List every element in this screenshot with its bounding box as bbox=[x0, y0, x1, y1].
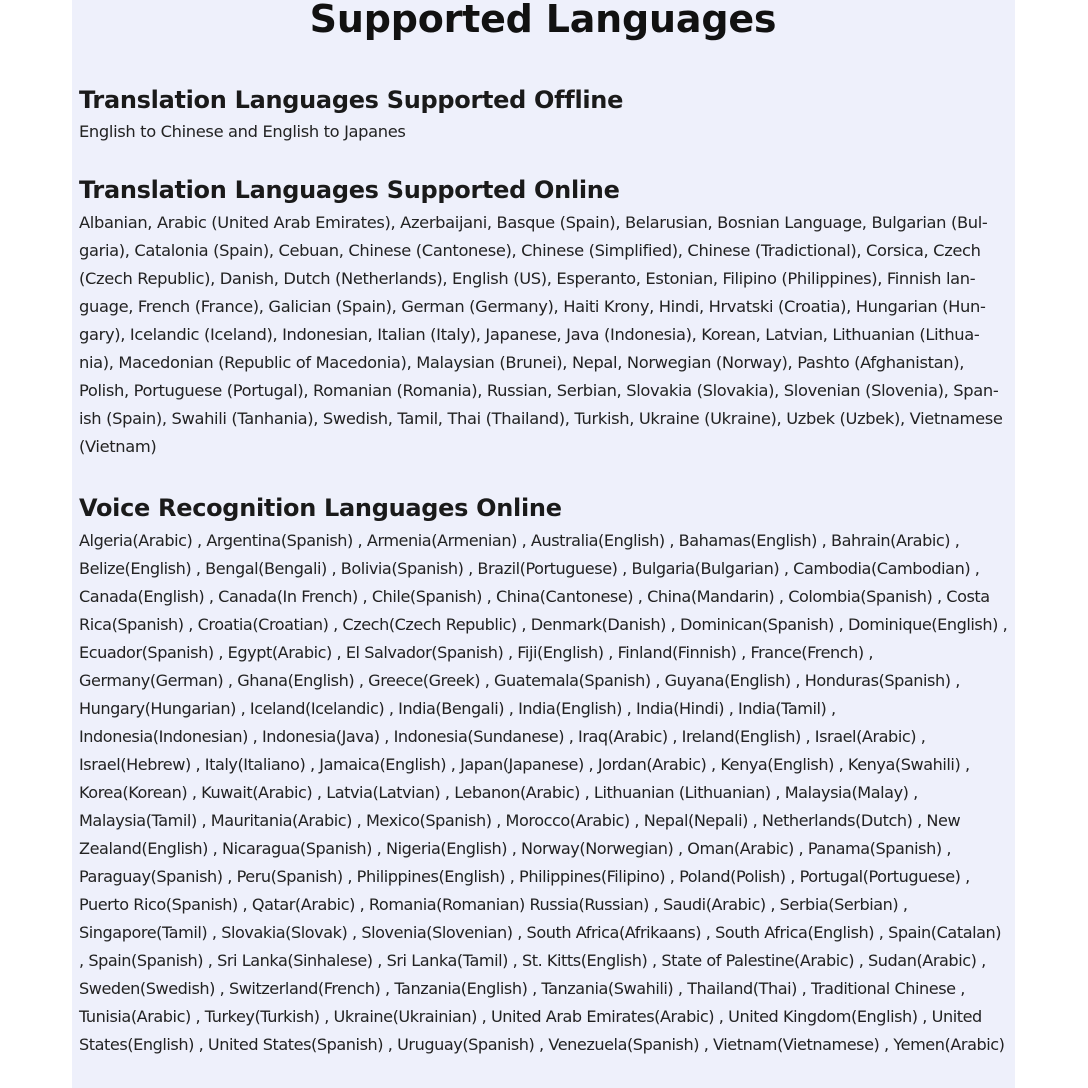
online-translation-section bbox=[79, 175, 1007, 461]
page-title: Supported Languages bbox=[309, 0, 777, 41]
content-panel bbox=[72, 0, 1015, 1088]
voice-recognition-heading: Voice Recognition Languages Online bbox=[79, 494, 562, 522]
voice-recognition-text: Algeria(Arabic) , Argentina(Spanish) , Armenia(Armenian) , Australia(English) , Bahamas(English) , Bahrain(Arabic) , Belize(English) , Bengal(Bengali) , Bolivia(Spanish) , Brazil(Portuguese) , Bulgaria(Bulgarian) , Cambodia(Cambodian) , Canada(English) , Canada(In French) , Chile(Spanish) , China(Cantonese) , China(Mandarin) , Colombia(Spanish) , Costa Rica(Spanish) , Croatia(Croatian) , Czech(Czech Republic) , Denmark(Danish) , Dominican(Spanish) , Dominique(English) , Ecuador(Spanish) , Egypt(Arabic) , El Salvador(Spanish) , Fiji(English) , Finland(Finnish) , France(French) , Germany(German) , Ghana(English) , Greece(Greek) , Guatemala(Spanish) , Guyana(English) , Honduras(Spanish) , Hungary(Hungarian) , Iceland(Icelandic) , India(Bengali) , India(English) , India(Hindi) , India(Tamil) , Indonesia(Indonesian) , Indonesia(Java) , Indonesia(Sundanese) , Iraq(Arabic) , Ireland(English) , Israel(Arabic) , Israel(Hebrew) , Italy(Italiano) , Jamaica(English) , Japan(Japanese) , Jordan(Arabic) , Kenya(English) , Kenya(Swahili) , Korea(Korean) , Kuwait(Arabic) , Latvia(Latvian) , Lebanon(Arabic) , Lithuanian (Lithuanian) , Malaysia(Malay) , Malaysia(Tamil) , Mauritania(Arabic) , Mexico(Spanish) , Morocco(Arabic) , Nepal(Nepali) , Netherlands(Dutch) , New Zealand(English) , Nicaragua(Spanish) , Nigeria(English) , Norway(Norwegian) , Oman(Arabic) , Panama(Spanish) , Paraguay(Spanish) , Peru(Spanish) , Philippines(English) , Philippines(Filipino) , Poland(Polish) , Portugal(Portuguese) , Puerto Rico(Spanish) , Qatar(Arabic) , Romania(Romanian) Russia(Russian) , Saudi(Arabic) , Serbia(Serbian) , Singapore(Tamil) , Slovakia(Slovak) , Slovenia(Slovenian) , South Africa(Afrikaans) , South Africa(English) , Spain(Catalan) , Spain(Spanish) , Sri Lanka(Sinhalese) , Sri Lanka(Tamil) , St. Kitts(English) , State of Palestine(Arabic) , Sudan(Arabic) , Sweden(Swedish) , Switzerland(French) , Tanzania(English) , Tanzania(Swahili) , Thailand(Thai) , Traditional Chinese , Tunisia(Arabic) , Turkey(Turkish) , Ukraine(Ukrainian) , United Arab Emirates(Arabic) , United Kingdom(English) , United States(English) , United States(Spanish) , Uruguay(Spanish) , Venezuela(Spanish) , Vietnam(Vietnamese) , Yemen(Arabic) bbox=[79, 531, 1008, 1054]
online-translation-heading: Translation Languages Supported Online bbox=[79, 176, 620, 204]
offline-translation-text: English to Chinese and English to Japanes bbox=[79, 122, 406, 141]
offline-translation-section bbox=[79, 85, 1007, 146]
voice-recognition-section bbox=[79, 493, 1009, 1059]
online-translation-text: Albanian, Arabic (United Arab Emirates), Azerbaijani, Basque (Spain), Belarusian, Bosnian Language, Bulgarian (Bulgaria), Catalonia (Spain), Cebuan, Chinese (Cantonese), Chinese (Simplified), Chinese (Tradictional), Corsica, Czech (Czech Republic), Danish, Dutch (Netherlands), English (US), Esperanto, Estonian, Filipino (Philippines), Finnish language, French (France), Galician (Spain), German (Germany), Haiti Krony, Hindi, Hrvatski (Croatia), Hungarian (Hungary), Icelandic (Iceland), Indonesian, Italian (Italy), Japanese, Java (Indonesia), Korean, Latvian, Lithuanian (Lithuania), Macedonian (Republic of Macedonia), Malaysian (Brunei), Nepal, Norwegian (Norway), Pashto (Afghanistan), Polish, Portuguese (Portugal), Romanian (Romania), Russian, Serbian, Slovakia (Slovakia), Slovenian (Slovenia), Spanish (Spain), Swahili (Tanhania), Swedish, Tamil, Thai (Thailand), Turkish, Ukraine (Ukraine), Uzbek (Uzbek), Vietnamese (Vietnam) bbox=[79, 213, 1003, 456]
offline-translation-heading: Translation Languages Supported Offline bbox=[79, 86, 624, 114]
